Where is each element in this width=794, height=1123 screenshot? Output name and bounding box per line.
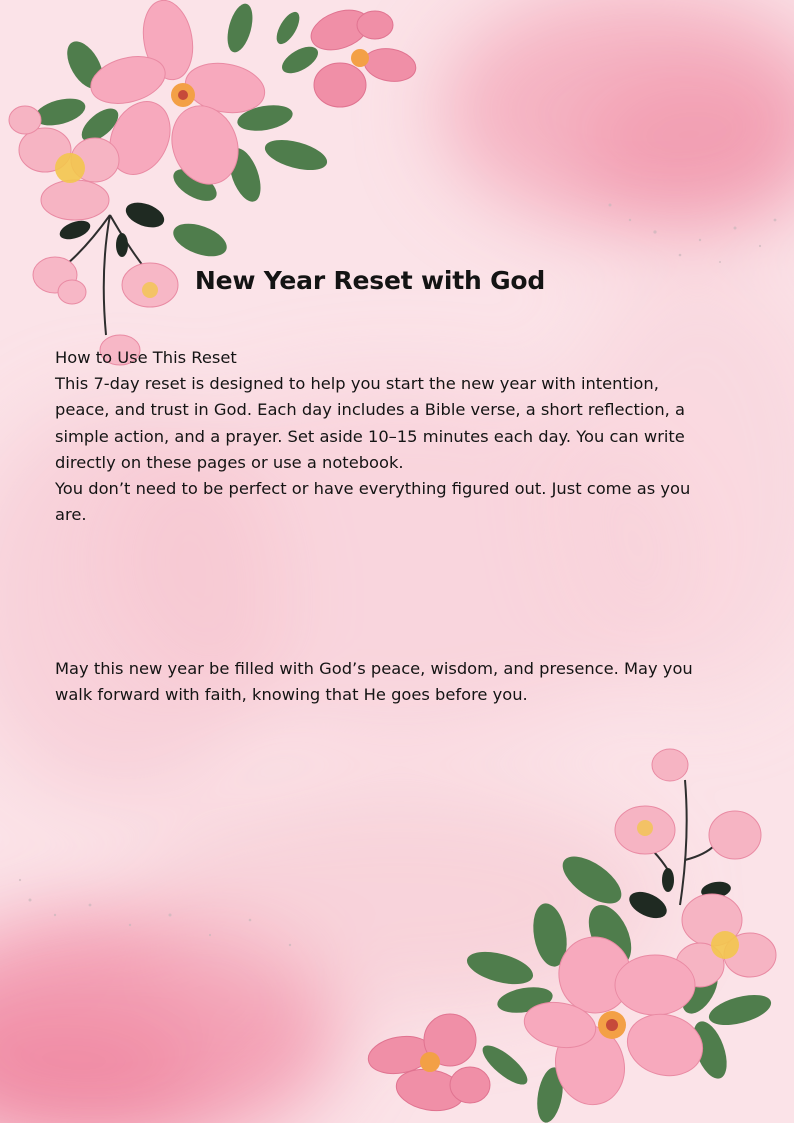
intro-section — [55, 345, 695, 528]
section-heading: How to Use This Reset — [55, 348, 237, 367]
encouragement-paragraph: You don’t need to be perfect or have everything figured out. Just come as you are. — [55, 479, 691, 525]
page-title: New Year Reset with God — [194, 266, 546, 295]
closing-blessing: May this new year be filled with God’s peace, wisdom, and presence. May you walk forward with faith, knowing that He goes before you. — [55, 659, 693, 705]
intro-paragraph: This 7-day reset is designed to help you start the new year with intention, peace, and trust in God. Each day includes a Bible verse, a short reflection, a simple action, and a prayer. Set aside 10–15 minutes each day. You can write directly on these pages or use a notebook. — [55, 374, 685, 472]
